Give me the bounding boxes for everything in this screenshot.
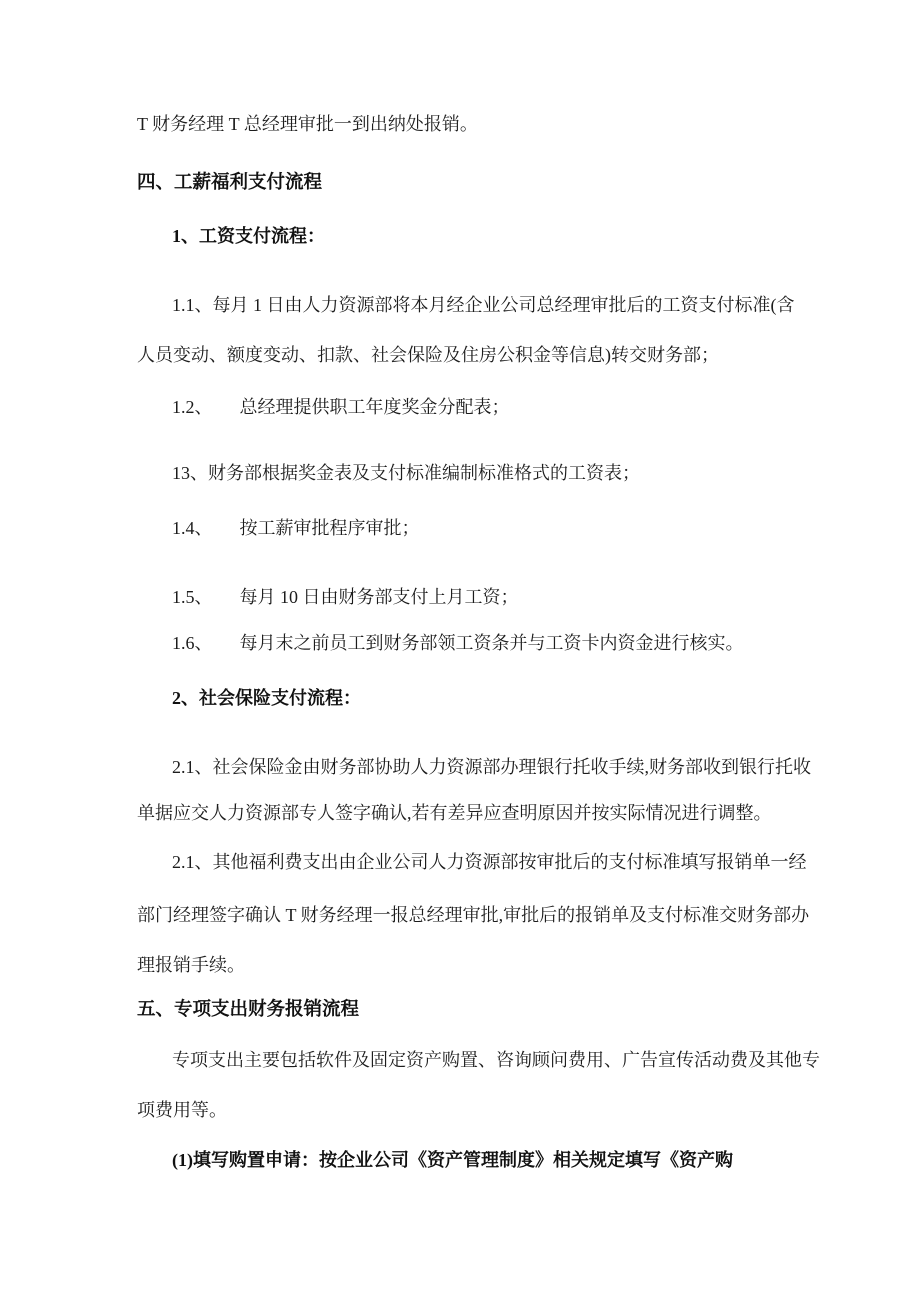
insurance-item-2-1-line-2: 单据应交人力资源部专人签字确认,若有差异应查明原因并按实际情况进行调整。 [137,803,772,823]
special-expense-intro-line-1: 专项支出主要包括软件及固定资产购置、咨询顾问费用、广告宣传活动费及其他专 [172,1050,820,1070]
insurance-item-2-1b-line-2: 部门经理签字确认 T 财务经理一报总经理审批,审批后的报销单及支付标准交财务部办 [137,905,810,925]
salary-item-1-5: 1.5、 每月 10 日由财务部支付上月工资； [172,587,519,607]
insurance-item-2-1-line-1: 2.1、社会保险金由财务部协助人力资源部办理银行托收手续,财务部收到银行托收 [172,757,811,777]
salary-item-1-6: 1.6、 每月末之前员工到财务部领工资条并与工资卡内资金进行核实。 [172,633,744,653]
subsection-heading-social-insurance-process: 2、社会保险支付流程： [172,688,361,708]
salary-item-1-4: 1.4、 按工薪审批程序审批； [172,518,420,538]
intro-line: T 财务经理 T 总经理审批一到出纳处报销。 [137,114,478,134]
insurance-item-2-1b-line-3: 理报销手续。 [137,955,245,975]
section-heading-special-expense-process: 五、专项支出财务报销流程 [137,1000,360,1020]
salary-item-1-1-line-1: 1.1、每月 1 日由人力资源部将本月经企业公司总经理审批后的工资支付标准(含 [172,295,795,315]
salary-item-1-2: 1.2、 总经理提供职工年度奖金分配表； [172,397,510,417]
section-heading-salary-welfare-process: 四、工薪福利支付流程 [137,173,323,193]
insurance-item-2-1b-line-1: 2.1、其他福利费支出由企业公司人力资源部按审批后的支付标准填写报销单一经 [172,852,807,872]
salary-item-1-3: 13、财务部根据奖金表及支付标准编制标准格式的工资表； [172,463,640,483]
special-expense-intro-line-2: 项费用等。 [137,1100,227,1120]
salary-item-1-1-line-2: 人员变动、额度变动、扣款、社会保险及住房公积金等信息)转交财务部； [137,345,719,365]
subsection-heading-salary-payment-process: 1、工资支付流程： [172,226,325,246]
purchase-application-step-line: (1)填写购置申请：按企业公司《资产管理制度》相关规定填写《资产购 [172,1150,733,1170]
